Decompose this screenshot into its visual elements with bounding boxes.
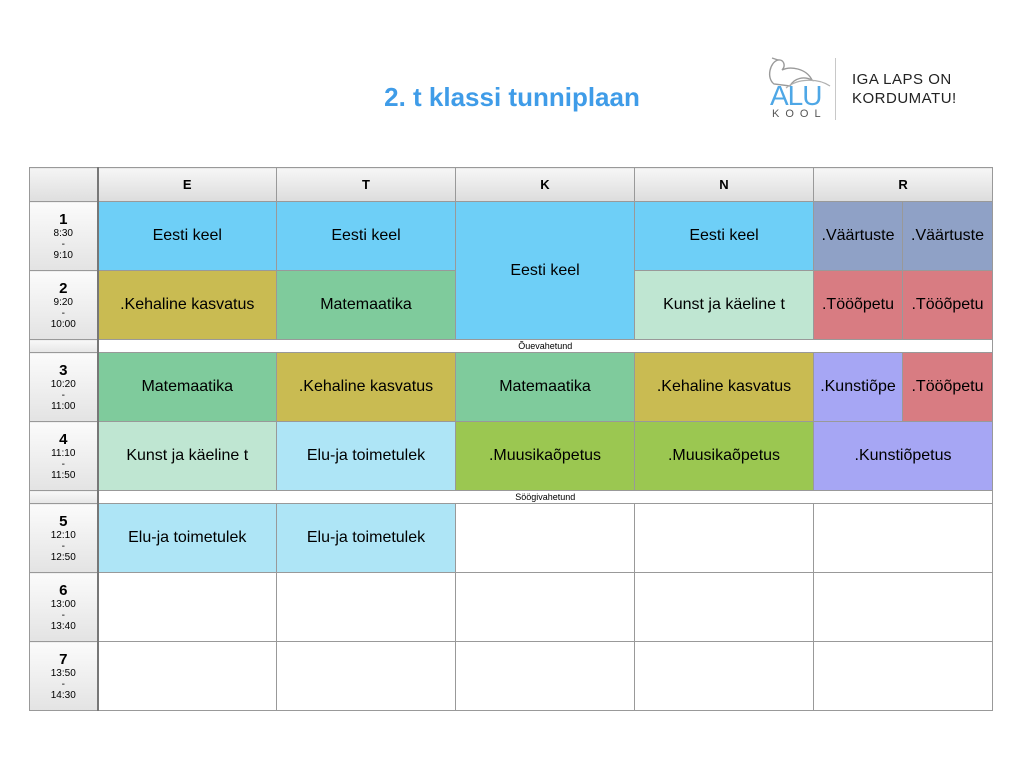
lesson-cell: .Väärtuste (903, 202, 993, 271)
period-end: 10:00 (50, 318, 76, 330)
period-row-4 (30, 422, 993, 491)
period-end: 12:50 (50, 551, 76, 563)
break-label-cell (30, 340, 98, 353)
empty-cell (456, 504, 635, 573)
period-dash: - (61, 678, 65, 690)
period-label-3 (30, 353, 98, 422)
empty-cell (814, 504, 993, 573)
lesson-cell: Matemaatika (98, 353, 277, 422)
period-number: 7 (59, 650, 68, 668)
lesson-cell: .Kehaline kasvatus (635, 353, 814, 422)
logo-subname: KOOL (772, 108, 827, 120)
lesson-cell: Eesti keel (635, 202, 814, 271)
break-label-cell (30, 491, 98, 504)
lesson-cell: Eesti keel (456, 202, 635, 340)
lesson-cell: .Tööõpetu (814, 271, 903, 340)
period-start: 11:10 (51, 447, 76, 459)
lesson-cell: .Väärtuste (814, 202, 903, 271)
lesson-cell: Elu-ja toimetulek (277, 504, 456, 573)
lesson-cell: Eesti keel (277, 202, 456, 271)
break-row-2 (30, 491, 993, 504)
lesson-cell: Kunst ja käeline t (98, 422, 277, 491)
lesson-cell: Elu-ja toimetulek (277, 422, 456, 491)
period-label-6 (30, 573, 98, 642)
lesson-cell: Matemaatika (277, 271, 456, 340)
day-header-t: T (277, 168, 456, 202)
period-number: 6 (59, 581, 68, 599)
period-end: 11:00 (51, 400, 76, 412)
period-label-2 (30, 271, 98, 340)
day-header-n: N (635, 168, 814, 202)
empty-cell (98, 642, 277, 711)
lesson-cell: Eesti keel (98, 202, 277, 271)
lesson-cell: .Kehaline kasvatus (277, 353, 456, 422)
period-number: 2 (59, 279, 68, 297)
logo-divider (835, 58, 836, 120)
timetable (29, 167, 993, 711)
lesson-cell: Kunst ja käeline t (635, 271, 814, 340)
day-header-r: R (814, 168, 993, 202)
period-row-3 (30, 353, 993, 422)
lesson-cell: .Kunstiõpe (814, 353, 903, 422)
break-row-1 (30, 340, 993, 353)
empty-cell (98, 573, 277, 642)
period-start: 9:20 (53, 296, 73, 308)
period-row-7 (30, 642, 993, 711)
period-number: 4 (59, 430, 68, 448)
empty-cell (456, 573, 635, 642)
period-end: 13:40 (50, 620, 76, 632)
period-dash: - (61, 307, 65, 319)
empty-cell (814, 573, 993, 642)
header-corner (30, 168, 98, 202)
period-row-5 (30, 504, 993, 573)
day-header-e: E (98, 168, 277, 202)
period-row-6 (30, 573, 993, 642)
school-logo (760, 54, 970, 124)
period-label-1 (30, 202, 98, 271)
period-dash: - (61, 389, 65, 401)
header-row (30, 168, 993, 202)
period-dash: - (61, 540, 65, 552)
logo-wordmark: ALU (770, 80, 822, 111)
period-label-5 (30, 504, 98, 573)
break-label: Söögivahetund (98, 491, 993, 504)
period-dash: - (61, 609, 65, 621)
lesson-cell: .Tööõpetu (903, 353, 993, 422)
period-start: 8:30 (53, 227, 73, 239)
period-start: 12:10 (50, 529, 76, 541)
period-end: 14:30 (50, 689, 76, 701)
empty-cell (277, 642, 456, 711)
period-label-4 (30, 422, 98, 491)
period-number: 5 (59, 512, 68, 530)
page-title: 2. t klassi tunniplaan (384, 82, 640, 112)
period-label-7 (30, 642, 98, 711)
period-end: 9:10 (53, 249, 73, 261)
empty-cell (456, 642, 635, 711)
empty-cell (635, 573, 814, 642)
empty-cell (277, 573, 456, 642)
slogan-line-1: IGA LAPS ON (852, 71, 952, 88)
period-start: 13:50 (50, 667, 76, 679)
empty-cell (635, 642, 814, 711)
day-header-k: K (456, 168, 635, 202)
period-end: 11:50 (51, 469, 76, 481)
lesson-cell: .Muusikaõpetus (635, 422, 814, 491)
lesson-cell: .Kehaline kasvatus (98, 271, 277, 340)
empty-cell (635, 504, 814, 573)
period-dash: - (61, 458, 65, 470)
period-number: 1 (59, 210, 68, 228)
break-label: Õuevahetund (98, 340, 993, 353)
lesson-cell: Elu-ja toimetulek (98, 504, 277, 573)
period-start: 13:00 (50, 598, 76, 610)
period-row-1 (30, 202, 993, 271)
period-start: 10:20 (50, 378, 76, 390)
slogan-line-2: KORDUMATU! (852, 90, 957, 107)
logo-slogan (852, 70, 957, 108)
lesson-cell: .Tööõpetu (903, 271, 993, 340)
lesson-cell: Matemaatika (456, 353, 635, 422)
empty-cell (814, 642, 993, 711)
period-dash: - (61, 238, 65, 250)
lesson-cell: .Muusikaõpetus (456, 422, 635, 491)
lesson-cell: .Kunstiõpetus (814, 422, 993, 491)
period-number: 3 (59, 361, 68, 379)
